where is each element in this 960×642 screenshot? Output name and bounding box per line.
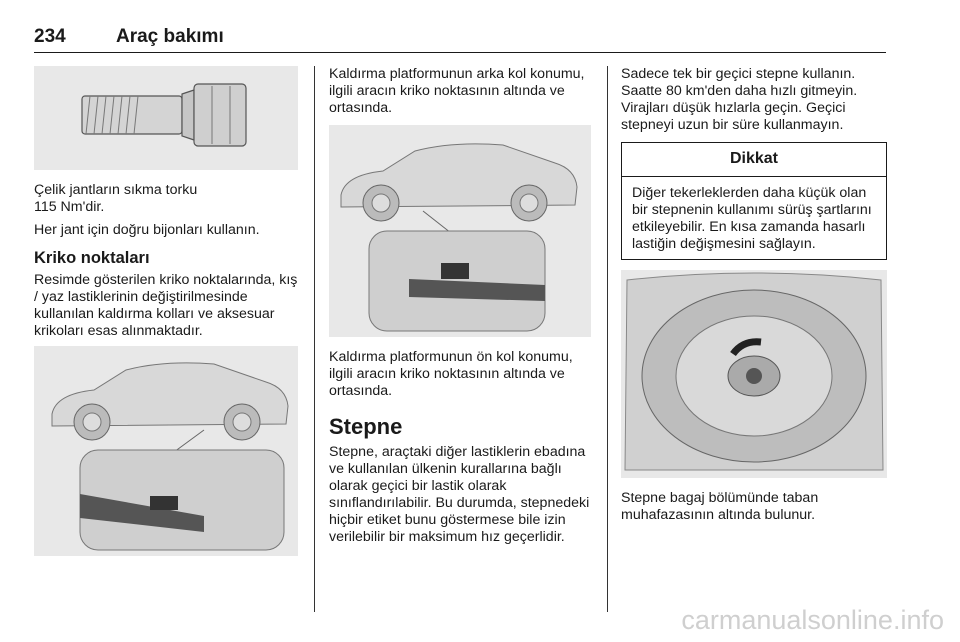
- rear-jack-point-illustration: [329, 125, 591, 337]
- section-title: Araç bakımı: [116, 26, 224, 47]
- page-number: 234: [34, 26, 66, 47]
- page-header: [34, 22, 886, 53]
- watermark: carmanualsonline.info: [681, 605, 944, 635]
- torque-text: Çelik jantların sıkma torku: [34, 182, 198, 198]
- rear-arm-text: Kaldırma platformunun arka kol konumu, ilgili aracın kriko noktasının altında ve ortasında.: [329, 66, 585, 116]
- spare-location-text: Stepne bagaj bölümünde taban muhafazasının altında bulunur.: [621, 490, 819, 523]
- front-jack-point-illustration: [34, 346, 298, 556]
- column-divider: [314, 66, 315, 612]
- notice-box: [621, 142, 887, 260]
- temporary-spare-text: Sadece tek bir geçici stepne kullanın. Saatte 80 km'den daha hızlı gitmeyin. Virajları düşük hızlarla geçin. Geçici stepneyi uzun bir süre kullanmayın.: [621, 66, 858, 133]
- spare-heading: Stepne: [329, 414, 403, 439]
- bolt-instruction-text: Her jant için doğru bijonları kullanın.: [34, 222, 260, 238]
- column-divider: [607, 66, 608, 612]
- spare-text: Stepne, araçtaki diğer lastiklerin ebadına ve kullanılan ülkenin kurallarına bağlı olarak geçici bir lastik olarak sınıflandırılabilir. Bu durumda, stepnedeki hiçbir etiket bunu göstermese bile izin verilebilir bir maksimum hız geçerlidir.: [329, 444, 590, 545]
- column-left: [34, 66, 298, 568]
- torque-value-text: 115 Nm'dir.: [34, 199, 105, 215]
- column-right: [621, 66, 887, 530]
- column-middle: [329, 66, 591, 552]
- notice-text: Diğer tekerleklerden daha küçük olan bir stepnenin kullanımı sürüş şartlarını etkileyebilir. En kısa zamanda hasarlı lastiğin değişmesini sağlayın.: [632, 185, 872, 252]
- front-arm-text: Kaldırma platformunun ön kol konumu, ilgili aracın kriko noktasının altında ve ortasında.: [329, 349, 573, 399]
- jack-points-heading: Kriko noktaları: [34, 249, 150, 267]
- spare-wheel-illustration: [621, 270, 887, 478]
- wheel-bolt-illustration: [34, 66, 298, 170]
- notice-title: Dikkat: [622, 143, 886, 177]
- jack-points-text: Resimde gösterilen kriko noktalarında, kış / yaz lastiklerinin değiştirilmesinde kullanılan kaldırma kolları ve aksesuar krikoları esas alınmaktadır.: [34, 272, 298, 339]
